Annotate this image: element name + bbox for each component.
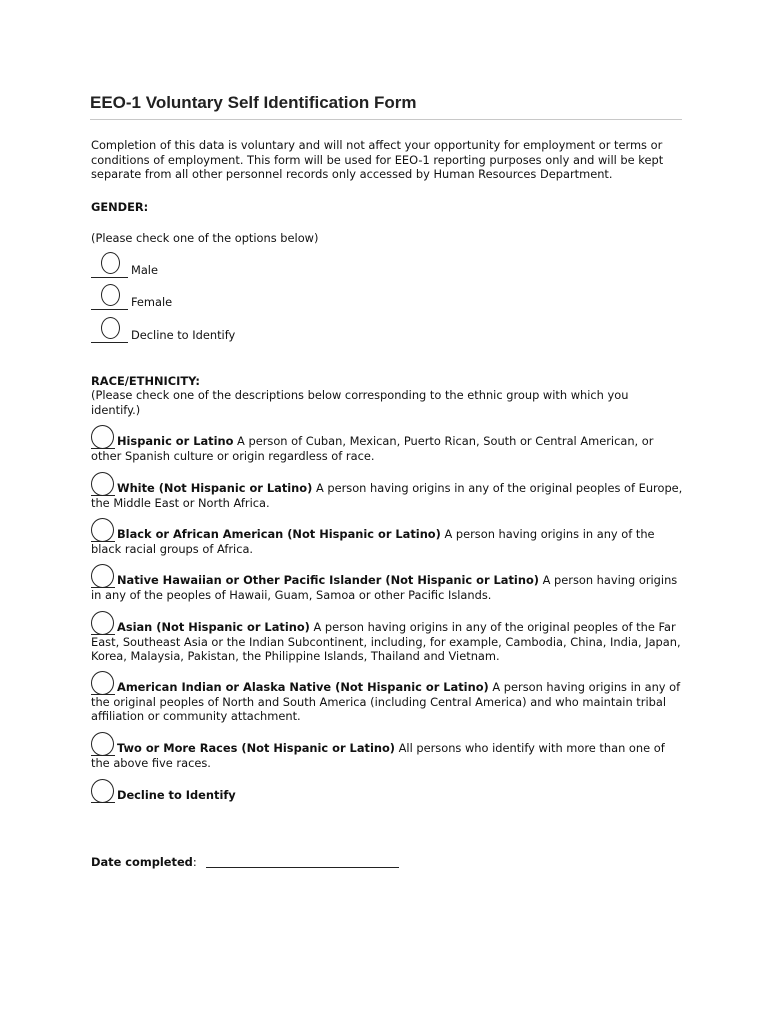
race-option-desc: A person having origins in any of the original peoples of North and South America (including Central America) and who maintain tribal affiliation or community attachment. (91, 680, 681, 724)
race-option-name: American Indian or Alaska Native (Not Hispanic or Latino) (117, 680, 489, 694)
race-option-white[interactable] (91, 481, 683, 510)
gender-heading: GENDER: (91, 200, 149, 214)
race-option-name: Hispanic or Latino (117, 434, 234, 448)
race-option-name: Two or More Races (Not Hispanic or Latino) (117, 741, 395, 755)
race-option-black[interactable] (91, 527, 683, 556)
date-completed-field[interactable] (206, 867, 399, 868)
radio-circle-icon[interactable] (101, 252, 120, 274)
race-heading: RACE/ETHNICITY: (91, 374, 200, 388)
radio-circle-icon[interactable] (91, 732, 114, 756)
gender-option-label: Decline to Identify (131, 328, 236, 342)
race-option-desc: A person having origins in any of the original peoples of Europe, the Middle East or North Africa. (91, 481, 683, 510)
radio-circle-icon[interactable] (101, 317, 120, 339)
radio-circle-icon[interactable] (91, 779, 114, 803)
race-option-pacific-islander[interactable] (91, 573, 683, 602)
radio-circle-icon[interactable] (91, 518, 114, 542)
race-option-desc: A person having origins in any of the original peoples of the Far East, Southeast Asia or the Indian Subcontinent, including, for example, Cambodia, China, India, Japan, Korea, Malaysia, Pakistan, the Philippine Islands, Thailand and Vietnam. (91, 620, 681, 664)
radio-circle-icon[interactable] (101, 284, 120, 306)
radio-circle-icon[interactable] (91, 425, 114, 449)
race-option-american-indian[interactable] (91, 680, 683, 724)
race-option-two-or-more[interactable] (91, 741, 683, 770)
gender-option-label: Female (131, 295, 173, 309)
gender-option-decline[interactable] (91, 317, 491, 343)
form-title: EEO-1 Voluntary Self Identification Form (90, 93, 417, 112)
race-option-name: Asian (Not Hispanic or Latino) (117, 620, 310, 634)
gender-option-male[interactable] (91, 252, 491, 278)
gender-instruction: (Please check one of the options below) (91, 231, 319, 245)
race-option-decline[interactable] (91, 788, 683, 803)
race-option-desc: A person of Cuban, Mexican, Puerto Rican, South or Central American, or other Spanish culture or origin regardless of race. (91, 434, 654, 463)
race-option-asian[interactable] (91, 620, 683, 664)
race-instruction: (Please check one of the descriptions below corresponding to the ethnic group with which you identify.) (91, 388, 629, 417)
race-option-desc: A person having origins in any of the peoples of Hawaii, Guam, Samoa or other Pacific Islands. (91, 573, 678, 602)
date-completed-label: Date completed (91, 855, 193, 869)
radio-circle-icon[interactable] (91, 472, 114, 496)
race-option-desc: A person having origins in any of the black racial groups of Africa. (91, 527, 655, 556)
radio-circle-icon[interactable] (91, 611, 114, 635)
race-option-name: Black or African American (Not Hispanic or Latino) (117, 527, 441, 541)
race-option-name: Native Hawaiian or Other Pacific Islander (Not Hispanic or Latino) (117, 573, 539, 587)
date-completed-row (91, 855, 399, 869)
race-option-desc: All persons who identify with more than one of the above five races. (91, 741, 665, 770)
radio-circle-icon[interactable] (91, 671, 114, 695)
race-option-name: Decline to Identify (117, 788, 236, 802)
radio-circle-icon[interactable] (91, 564, 114, 588)
race-option-hispanic[interactable] (91, 434, 683, 463)
intro-paragraph: Completion of this data is voluntary and will not affect your opportunity for employment or terms or conditions of employment. This form will be used for EEO-1 reporting purposes only and will be kept separate from all other personnel records only accessed by Human Resources Department. (91, 138, 664, 182)
gender-option-label: Male (131, 263, 158, 277)
date-colon: : (192, 855, 197, 869)
title-divider (90, 119, 682, 120)
gender-option-female[interactable] (91, 284, 491, 310)
race-option-name: White (Not Hispanic or Latino) (117, 481, 313, 495)
